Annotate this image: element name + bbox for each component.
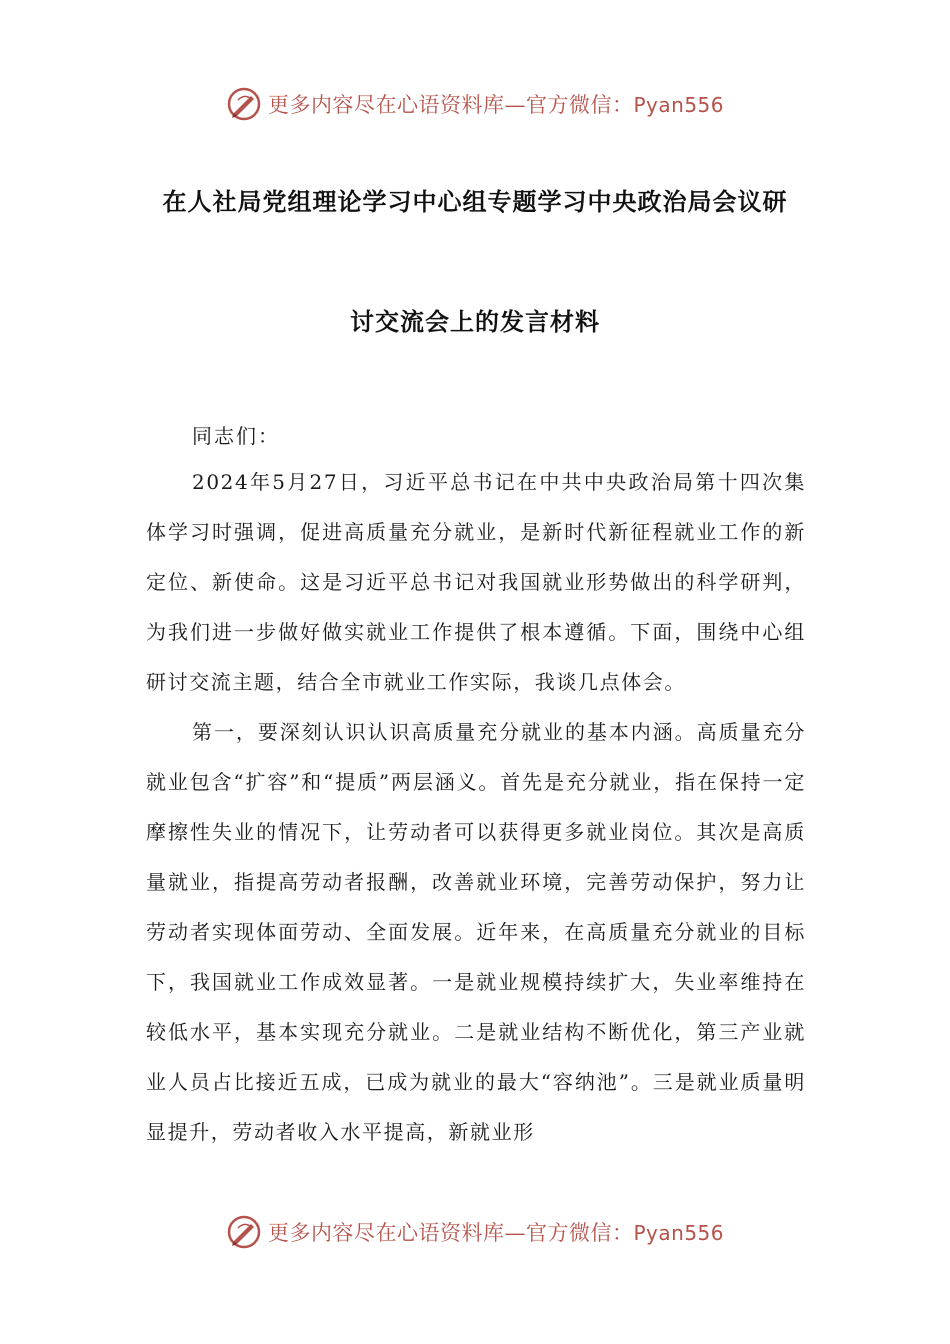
pen-logo-icon <box>226 86 262 122</box>
banner-text: 更多内容尽在心语资料库—官方微信：Pyan556 <box>267 1221 724 1245</box>
wechat-id: Pyan556 <box>633 93 724 117</box>
footer-watermark-banner <box>0 1210 950 1254</box>
document-title-line-1: 在人社局党组理论学习中心组专题学习中央政治局会议研 <box>162 188 788 216</box>
document-title-line-2: 讨交流会上的发言材料 <box>350 308 600 336</box>
wechat-id: Pyan556 <box>633 1221 724 1245</box>
body-paragraph-2: 第一，要深刻认识认识高质量充分就业的基本内涵。高质量充分就业包含“扩容”和“提质”两层涵义。首先是充分就业，指在保持一定摩擦性失业的情况下，让劳动者可以获得更多就业岗位。其次是高质量就业，指提高劳动者报酬，改善就业环境，完善劳动保护，努力让劳动者实现体面劳动、全面发展。近年来，在高质量充分就业的目标下，我国就业工作成效显著。一是就业规模持续扩大，失业率维持在较低水平，基本实现充分就业。二是就业结构不断优化，第三产业就业人员占比接近五成，已成为就业的最大“容纳池”。三是就业质量明显提升，劳动者收入水平提高，新就业形 <box>146 720 806 1144</box>
body-paragraph-1: 2024年5月27日，习近平总书记在中共中央政治局第十四次集体学习时强调，促进高质量充分就业，是新时代新征程就业工作的新定位、新使命。这是习近平总书记对我国就业形势做出的科学研判，为我们进一步做好做实就业工作提供了根本遵循。下面，围绕中心组研讨交流主题，结合全市就业工作实际，我谈几点体会。 <box>146 470 806 694</box>
pen-logo-icon <box>226 1214 262 1250</box>
banner-text: 更多内容尽在心语资料库—官方微信：Pyan556 <box>267 93 724 117</box>
salutation: 同志们： <box>192 424 280 448</box>
header-watermark-banner <box>0 82 950 126</box>
